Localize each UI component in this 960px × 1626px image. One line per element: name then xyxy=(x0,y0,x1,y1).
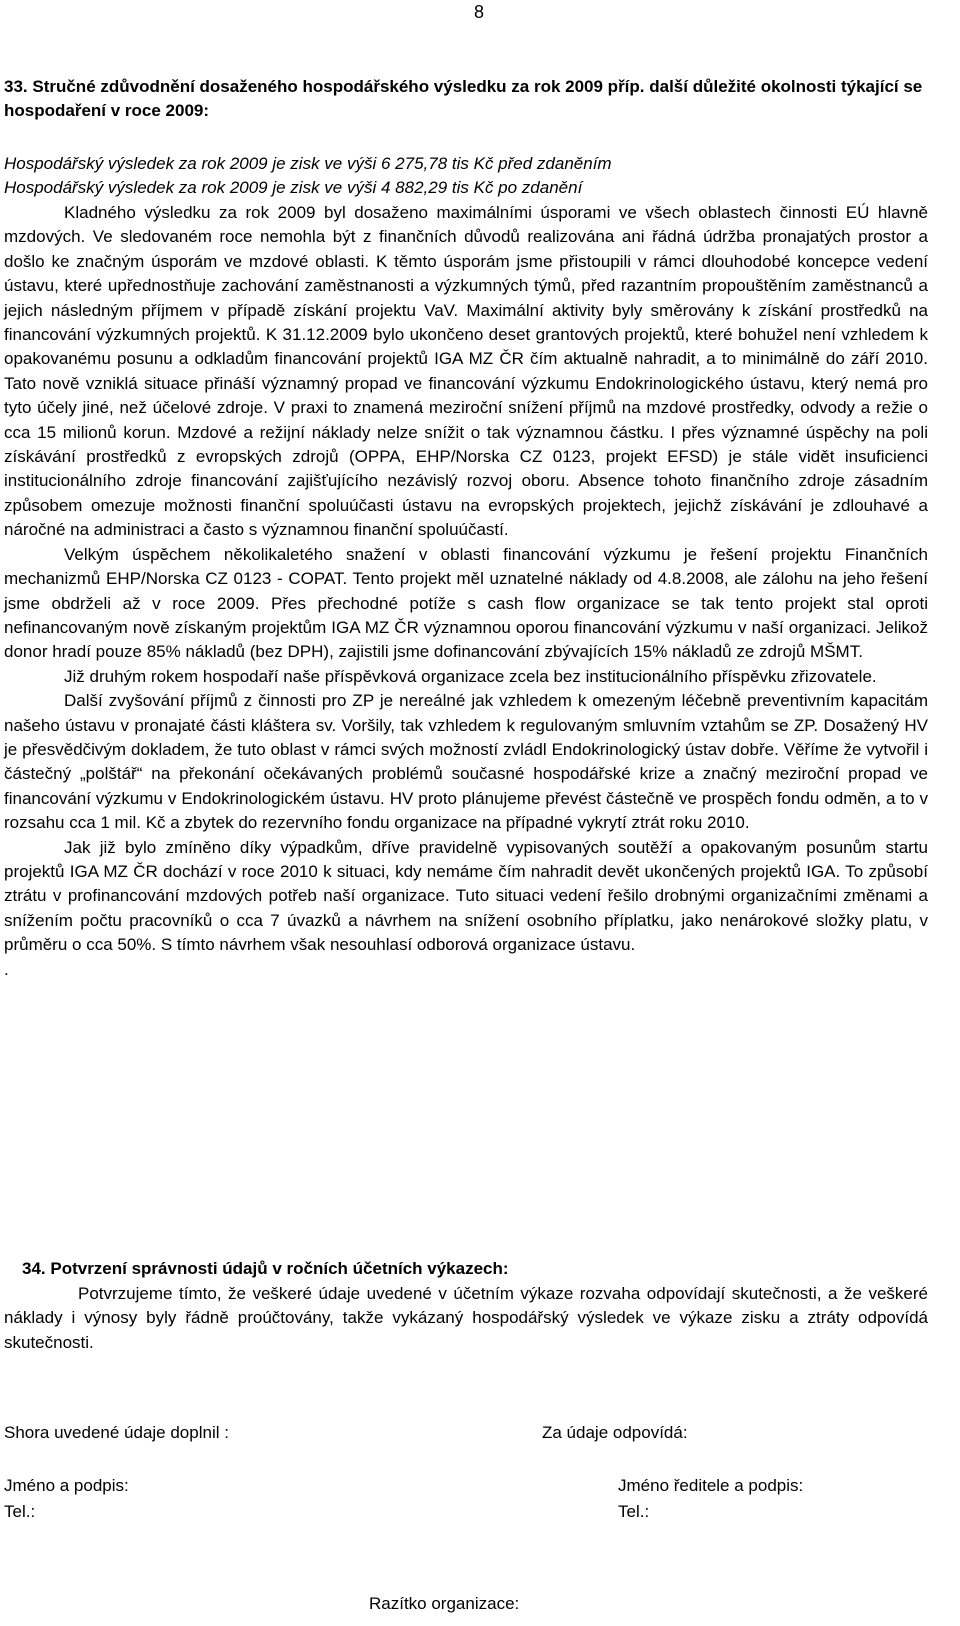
stamp-label: Razítko organizace: xyxy=(369,1594,520,1613)
section-34-body xyxy=(4,1282,928,1355)
paragraph: Již druhým rokem hospodaří naše příspěvková organizace zcela bez institucionálního příspěvku zřizovatele. xyxy=(64,666,877,686)
profit-summary xyxy=(4,152,928,201)
completed-by-label: Shora uvedené údaje doplnil : xyxy=(4,1423,229,1442)
paragraph: Velkým úspěchem několikaletého snažení v oblasti financování výzkumu je řešení projektu Finančních mechanizmů EHP/Norska CZ 0123 - COPAT. Tento projekt měl uznatelné náklady od 4.8.2008, ale zálohu na jeho řešení jsme obdrželi až v roce 2009. Přes přechodné potíže s cash flow organizace se tak tento projekt stal oproti nefinancovaným nově získaným projektům IGA MZ ČR významnou oporou financování výzkumu v naší organizaci. Jelikož donor hradí pouze 85% nákladů (bez DPH), zajistili jsme dofinancování zbývajících 15% nákladů ze zdrojů MŠMT. xyxy=(4,544,928,662)
section-34-heading: 34. Potvrzení správnosti údajů v ročních účetních výkazech: xyxy=(22,1259,509,1278)
paragraph: Jak již bylo zmíněno díky výpadkům, dříve pravidelně vypisovaných soutěží a opakovaným posunům startu projektů IGA MZ ČR dochází v roce 2010 k situaci, kdy nemáme čím nahradit devět ukončených projektů IGA. To způsobí ztrátu v profinancování mzdových potřeb naší organizace. Tuto situaci vedení řešilo drobnými organizačními změnami a snížením počtu pracovníků o cca 7 úvazků a návrhem na snížení osobního příplatku, jako nenárokové složky platu, v průměru o cca 50%. S tímto návrhem však nesouhlasí odborová organizace ústavu. xyxy=(4,837,928,955)
paragraph: Další zvyšování příjmů z činnosti pro ZP je nereálné jak vzhledem k omezeným léčebně preventivním kapacitám našeho ústavu v pronajaté části kláštera sv. Voršily, tak vzhledem k regulovaným smluvním vztahům se ZP. Dosažený HV je přesvědčivým dokladem, že tuto oblast v rámci svých možností zvládl Endokrinologický ústav dobře. Věříme že vytvořil i částečný „polštář“ na překonání očekávaných problémů současné hospodářské krize a značný meziroční propad ve financování výzkumu v Endokrinologickém ústavu. HV proto plánujeme převést částečně ve prospěch fondu odměn, a to v rozsahu cca 1 mil. Kč a zbytek do rezervního fondu organizace na případné vykrytí ztrát roku 2010. xyxy=(4,691,928,833)
section-33-body xyxy=(4,201,928,982)
tel-right-label: Tel.: xyxy=(618,1502,650,1521)
profit-after-tax: Hospodářský výsledek za rok 2009 je zisk ve výši 4 882,29 tis Kč po zdanění xyxy=(4,178,583,198)
section-33-heading: 33. Stručné zdůvodnění dosaženého hospodářského výsledku za rok 2009 příp. další důležité okolnosti týkající se hospodaření v roce 2009: xyxy=(4,77,923,121)
tel-left-label: Tel.: xyxy=(4,1502,36,1521)
paragraph: Kladného výsledku za rok 2009 byl dosaženo maximálními úsporami ve všech oblastech činnosti EÚ hlavně mzdových. Ve sledovaném roce nemohla být z finančních důvodů realizována ani řádná údržba pronajatých prostor a došlo ke značným úsporám ve mzdové oblasti. K těmto úsporám jsme přistoupili v rámci dlouhodobé koncepce vedení ústavu, které upřednostňuje zachování zaměstnanosti a výzkumných týmů, před razantním propouštěním zaměstnanců a jejich následným příjmem v případě získání projektu VaV. Maximální aktivity byly směrovány k získání prostředků na financování výzkumných projektů. K 31.12.2009 bylo ukončeno deset grantových projektů, které bohužel není vzhledem k opakovanému posunu a odkladům financování projektů IGA MZ ČR čím aktualně nahradit, a to minimálně do září 2010. Tato nově vzniklá situace přináší významný propad ve financování výzkumu Endokrinologického ústavu, který nemá pro tyto účely jiné, než účelové zdroje. V praxi to znamená meziroční snížení příjmů na mzdové prostředky, odvody a režie o cca 15 milionů korun. Mzdové a režijní náklady nelze snížit o tak významnou částku. I přes významné úspěchy na poli získávání prostředků z evropských zdrojů (OPPA, EHP/Norska CZ 0123, projekt EFSD) je stále vidět insuficienci institucionálního zdroje financování zajišťujícího nezávislý rozvoj oboru. Absence tohoto finančního zdroje zásadním způsobem omezuje možnosti finanční spoluúčasti ústavu na evropských projektech, jejichž získávání je zdlouhavé a náročné na administraci a často s významnou finanční spoluúčastí. xyxy=(4,203,928,540)
paragraph: Potvrzujeme tímto, že veškeré údaje uvedené v účetním výkaze rozvaha odpovídají skutečnosti, a že veškeré náklady i výnosy byly řádně proúčtovány, takže vykázaný hospodářský výsledek ve výkaze zisku a ztráty odpovídá skutečnosti. xyxy=(4,1284,928,1352)
name-signature-label: Jméno a podpis: xyxy=(4,1476,129,1495)
profit-before-tax: Hospodářský výsledek za rok 2009 je zisk ve výši 6 275,78 tis Kč před zdaněním xyxy=(4,154,612,173)
separator-dot: . xyxy=(4,959,9,979)
responsible-label: Za údaje odpovídá: xyxy=(542,1423,688,1442)
director-name-signature-label: Jméno ředitele a podpis: xyxy=(618,1476,804,1495)
page-number: 8 xyxy=(474,2,485,22)
